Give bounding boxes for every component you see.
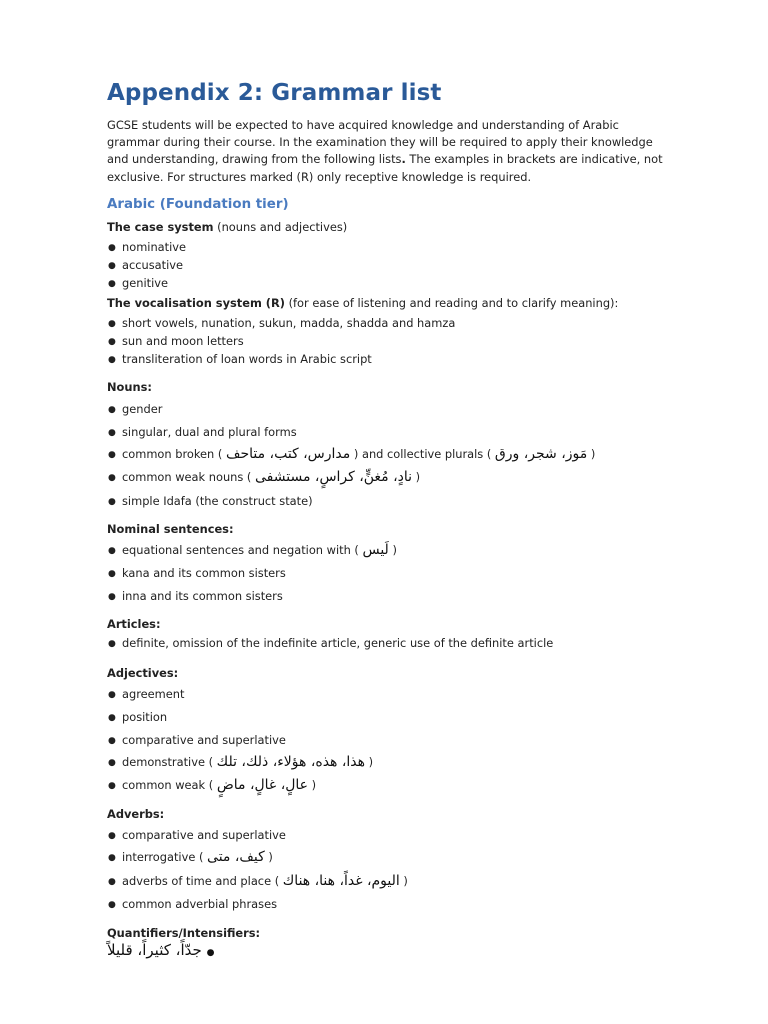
list-item-interrogative [108,849,273,865]
bullet-icon: ● [108,781,116,791]
bullet-icon: ● [108,758,116,768]
list-item-adv-comparative [108,828,286,842]
list-item-label: common adverbial phrases [122,897,278,911]
list-item-label: ) [264,850,273,864]
bullet-icon: ● [108,569,116,579]
bullet-icon: ● [108,337,116,347]
list-item-label: singular, dual and plural forms [122,425,297,439]
list-item-label: interrogative ( [122,850,208,864]
list-item-articles [108,636,553,650]
nouns-heading: Nouns: [107,380,152,394]
bullet-icon: ● [108,831,116,841]
list-item-label: agreement [122,687,185,701]
bullet-icon: ● [108,473,116,483]
bullet-icon: ● [108,319,116,329]
list-item-label: simple Idafa (the construct state) [122,494,313,508]
intro-paragraph [107,117,667,186]
bullet-icon: ● [108,546,116,556]
list-item-label: genitive [122,276,169,290]
bullet-icon: ● [108,877,116,887]
list-item-label: transliteration of loan words in Arabic script [122,352,372,366]
list-item-label: ) and collective plurals ( [350,447,495,461]
list-item-accusative [108,258,183,272]
bullet-icon: ● [108,355,116,365]
bullet-icon: ● [108,243,116,253]
bullet-icon: ● [108,639,116,649]
adverbs-heading: Adverbs: [107,807,165,821]
list-item-quantifiers [107,941,214,959]
list-item-label: short vowels, nunation, sukun, madda, shadda and hamza [122,316,456,330]
list-item-label: position [122,710,168,724]
list-item-nominative [108,240,186,254]
list-item-label: kana and its common sisters [122,566,286,580]
bullet-icon: ● [108,713,116,723]
adjectives-heading: Adjectives: [107,666,179,680]
list-item-label: ) [412,470,421,484]
list-item-inna [108,589,283,603]
quantifiers-heading: Quantifiers/Intensifiers: [107,926,261,940]
arabic-example: اليوم، غداً، هنا، هناك [282,873,400,889]
list-item-kana [108,566,286,580]
list-item-label: adverbs of time and place ( [122,874,283,888]
list-item-label: demonstrative ( [122,755,217,769]
list-item-label: gender [122,402,163,416]
vocalisation-heading-bold: The vocalisation system (R) [107,296,285,310]
bullet-icon: ● [108,279,116,289]
list-item-agreement [108,687,184,701]
list-item-label: accusative [122,258,184,272]
list-item-label: sun and moon letters [122,334,244,348]
arabic-example: جدّاً، كثيراً، قليلاً [107,941,202,959]
arabic-example: كيف، متى [207,849,265,865]
list-item-transliteration [108,352,372,366]
articles-heading: Articles: [107,617,161,631]
arabic-example: نادٍ، مُغنٍّ، كراسٍ، مستشفى [255,469,413,485]
list-item-label: definite, omission of the indefinite article, generic use of the definite article [122,636,554,650]
bullet-icon: ● [108,497,116,507]
list-item-broken-plurals [108,446,595,462]
bullet-icon: ● [108,736,116,746]
bullet-icon: ● [108,900,116,910]
list-item-label: ) [587,447,596,461]
list-item-label: ) [308,778,317,792]
vocalisation-heading [107,296,618,310]
list-item-label: comparative and superlative [122,733,286,747]
intro-part2: The examples in brackets are indicative, not exclusive. For structures marked (R) only receptive knowledge is required. [107,152,663,184]
list-item-label: ) [365,755,374,769]
bullet-icon: ● [108,450,116,460]
list-item-label: common broken ( [122,447,226,461]
list-item-short-vowels [108,316,455,330]
bullet-icon: ● [206,948,215,958]
case-system-heading-rest: (nouns and adjectives) [213,220,348,234]
bullet-icon: ● [108,592,116,602]
list-item-label: ) [388,543,397,557]
bullet-icon: ● [108,853,116,863]
arabic-example: عالٍ، غالٍ، ماضٍ [216,777,309,793]
list-item-label: equational sentences and negation with ( [122,543,363,557]
list-item-adj-weak [108,777,316,793]
list-item-label: inna and its common sisters [122,589,283,603]
page-title: Appendix 2: Grammar list [107,80,442,106]
case-system-heading-bold: The case system [107,220,214,234]
list-item-label: ) [399,874,408,888]
list-item-position [108,710,167,724]
list-item-label: common weak ( [122,778,217,792]
list-item-label: common weak nouns ( [122,470,256,484]
list-item-label: comparative and superlative [122,828,286,842]
list-item-sun-moon [108,334,244,348]
list-item-weak-nouns [108,469,420,485]
arabic-example: مدارس، كتب، متاحف [225,446,351,462]
list-item-label: nominative [122,240,187,254]
arabic-example: هذا، هذه، هؤلاء، ذلك، تلك [216,754,366,770]
bullet-icon: ● [108,405,116,415]
bullet-icon: ● [108,261,116,271]
list-item-time-place [108,873,408,889]
list-item-genitive [108,276,168,290]
foundation-heading: Arabic (Foundation tier) [107,197,289,212]
bullet-icon: ● [108,690,116,700]
intro-bold-dot: . [401,152,406,167]
case-system-heading [107,220,347,234]
list-item-idafa [108,494,313,508]
list-item-singular-dual-plural [108,425,297,439]
list-item-demonstrative [108,754,373,770]
intro-part1: GCSE students will be expected to have acquired knowledge and understanding of Arabic grammar during their course. In the examination they will be required to apply their knowledge and understanding, drawing from the following lists [107,118,653,167]
arabic-example: لَيس [362,542,389,558]
nominal-heading: Nominal sentences: [107,522,234,536]
arabic-example: مَوز، شجر، ورق [494,446,588,462]
vocalisation-heading-rest: (for ease of listening and reading and to clarify meaning): [284,296,619,310]
list-item-equational [108,542,397,558]
list-item-adj-comparative [108,733,286,747]
list-item-adverbial-phrases [108,897,277,911]
list-item-gender [108,402,162,416]
bullet-icon: ● [108,428,116,438]
